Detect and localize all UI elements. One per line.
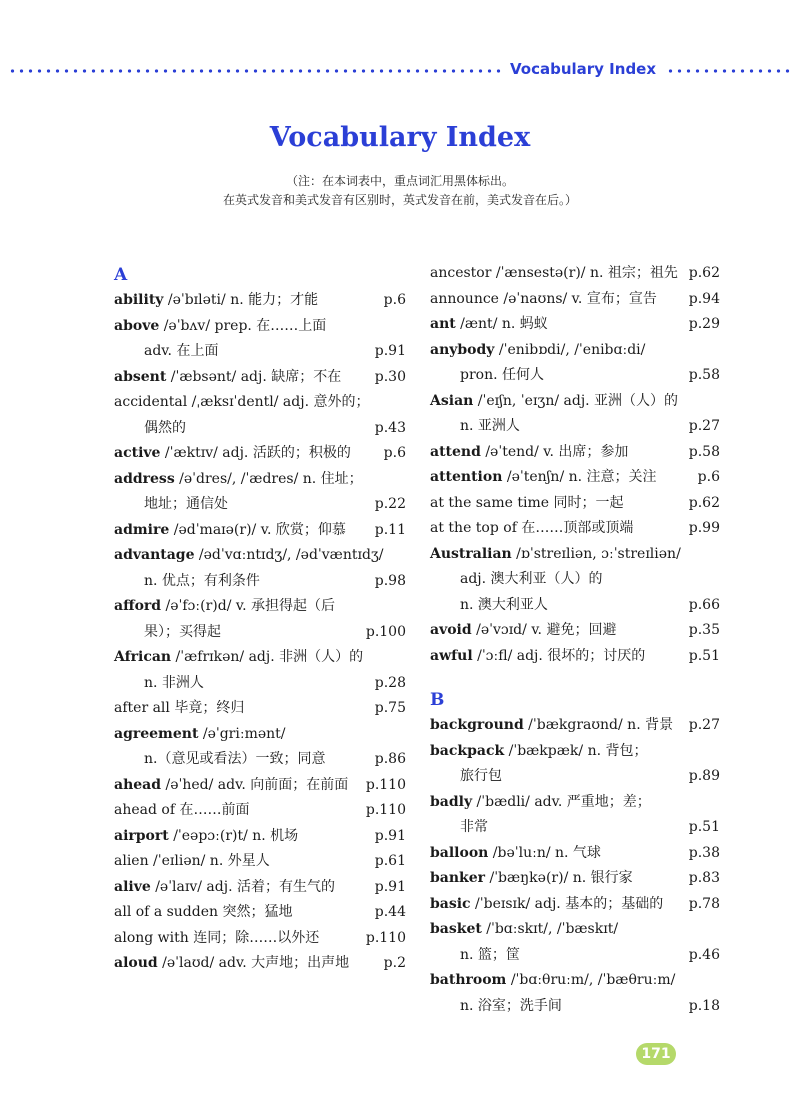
entry-definition: pron. 任何人 [460, 367, 544, 383]
vocab-entry-line [430, 389, 720, 415]
entry-definition: /ˈæktɪv/ adj. 活跃的；积极的 [160, 445, 351, 461]
entry-definition: n. 浴室；洗手间 [460, 997, 562, 1014]
entry-definition: adv. 在上面 [144, 343, 219, 359]
entry-page-ref: p.78 [688, 895, 720, 912]
right-column [430, 261, 720, 1019]
entry-headword: awful [430, 647, 473, 664]
entry-page-ref: p.89 [688, 768, 720, 784]
vocab-entry-line [114, 696, 406, 722]
entry-page-ref: p.58 [688, 367, 720, 383]
entry-definition: /ˈɔːfl/ adj. 很坏的；讨厌的 [472, 647, 646, 664]
entry-definition: /ˈbækgraʊnd/ n. 背景 [523, 717, 674, 733]
entry-definition: /ədˈmaɪə(r)/ v. 欣赏；仰慕 [169, 521, 346, 538]
entry-headword: basic [430, 895, 471, 912]
entry-definition: /əˈbɪləti/ n. 能力；才能 [163, 292, 319, 308]
entry-definition: /bəˈluːn/ n. 气球 [488, 844, 601, 861]
entry-page-ref: p.44 [374, 904, 406, 920]
vocab-entry-line [114, 492, 406, 518]
entry-headword: above [114, 317, 160, 334]
vocab-entry-line [114, 594, 406, 620]
vocab-entry-line [114, 416, 406, 442]
right-a-entry-list [430, 261, 720, 669]
entry-definition: /əˈbʌv/ prep. 在……上面 [159, 317, 327, 334]
entry-definition: /ˈæfrɪkən/ adj. 非洲（人）的 [171, 649, 364, 665]
entry-headword: banker [430, 870, 486, 886]
entry-definition: /ˈbɑːskɪt/, /ˈbæskɪt/ [481, 921, 619, 937]
entry-page-ref: p.30 [374, 368, 406, 385]
vocab-entry-line [430, 465, 720, 491]
vocab-entry-line [430, 994, 720, 1020]
entry-definition: /ænt/ n. 蚂蚁 [455, 316, 548, 332]
entry-headword: backpack [430, 742, 505, 759]
entry-definition: n. 篮；筐 [460, 946, 520, 963]
entry-page-ref: p.62 [688, 265, 720, 281]
entry-definition: n. 优点；有利条件 [144, 572, 260, 589]
entry-page-ref: p.51 [688, 647, 720, 664]
entry-definition: /əˈdres/, /ˈædres/ n. 住址； [174, 470, 363, 487]
entry-page-ref: p.38 [688, 844, 720, 861]
entry-page-ref: p.86 [374, 751, 406, 767]
entry-headword: African [114, 649, 172, 665]
vocab-entry-line [430, 593, 720, 619]
entry-page-ref: p.83 [688, 870, 720, 886]
vocab-entry-line [430, 892, 720, 918]
entry-page-ref: p.110 [365, 802, 406, 818]
vocab-entry-line [114, 722, 406, 748]
vocab-entry-line [430, 815, 720, 841]
entry-headword: basket [430, 921, 482, 937]
entry-headword: Australian [430, 545, 512, 562]
note-line-2: 在英式发音和美式发音有区别时，英式发音在前，美式发音在后。） [222, 193, 577, 207]
header-dots-left [8, 68, 502, 74]
entry-headword: ahead [114, 776, 162, 793]
entry-definition: announce /əˈnaʊns/ v. 宣布；宣告 [430, 290, 657, 307]
entry-page-ref: p.100 [365, 623, 406, 640]
left-column [114, 262, 406, 977]
entry-definition: /ˈbɑːθruːm/, /ˈbæθruːm/ [506, 972, 676, 988]
entry-headword: agreement [114, 725, 199, 742]
entry-page-ref: p.18 [688, 997, 720, 1014]
vocab-entry-line [114, 900, 406, 926]
entry-definition: /ədˈvɑːntɪdʒ/, /ədˈvæntɪdʒ/ [194, 547, 384, 563]
vocab-entry-line [114, 926, 406, 952]
entry-definition: ahead of 在……前面 [114, 802, 250, 818]
vocab-entry-line [114, 339, 406, 365]
entry-definition: /əˈvɔɪd/ v. 避免；回避 [471, 622, 617, 638]
vocab-entry-line [430, 866, 720, 892]
vocab-entry-line [430, 739, 720, 765]
page-number-badge: 171 [636, 1043, 676, 1065]
entry-page-ref: p.43 [374, 419, 406, 436]
entry-definition: /əˈlaɪv/ adj. 活着；有生气的 [150, 878, 335, 895]
vocab-entry-line [430, 713, 720, 739]
entry-page-ref: p.6 [383, 292, 406, 308]
entry-page-ref: p.94 [688, 290, 720, 307]
entry-definition: /əˈtenʃn/ n. 注意；关注 [502, 469, 657, 485]
running-header-title: Vocabulary Index [510, 60, 657, 78]
vocab-entry-line [114, 849, 406, 875]
entry-headword: anybody [430, 341, 495, 358]
entry-page-ref: p.75 [374, 700, 406, 716]
entry-headword: bathroom [430, 972, 507, 988]
entry-definition: /ˈbeɪsɪk/ adj. 基本的；基础的 [470, 895, 664, 912]
entry-definition: alien /ˈeɪliən/ n. 外星人 [114, 853, 270, 869]
entry-definition: 偶然的 [144, 419, 186, 436]
entry-headword: ability [114, 292, 164, 308]
entry-headword: ant [430, 316, 456, 332]
entry-page-ref: p.35 [688, 622, 720, 638]
vocab-entry-line [114, 951, 406, 977]
vocab-entry-line [430, 287, 720, 313]
entry-headword: background [430, 717, 524, 733]
section-letter-a: A [114, 265, 128, 285]
entry-definition: /ˈeɪʃn, ˈeɪʒn/ adj. 亚洲（人）的 [473, 392, 679, 409]
section-letter-b: B [430, 690, 445, 710]
entry-page-ref: p.98 [374, 572, 406, 589]
vocab-entry-line [430, 764, 720, 790]
vocab-entry-line [430, 414, 720, 440]
entry-headword: airport [114, 827, 169, 844]
entry-page-ref: p.2 [383, 955, 406, 971]
entry-definition: /ˈæbsənt/ adj. 缺席；不在 [166, 368, 342, 385]
entry-definition: at the top of 在……顶部或顶端 [430, 520, 634, 536]
vocab-entry-line [430, 917, 720, 943]
entry-page-ref: p.6 [383, 445, 406, 461]
entry-page-ref: p.110 [365, 776, 406, 793]
entry-definition: /əˈgriːmənt/ [198, 725, 286, 742]
header-dots-right [666, 68, 792, 74]
running-header [0, 58, 800, 84]
entry-definition: 地址；通信处 [144, 496, 228, 512]
entry-headword: avoid [430, 622, 472, 638]
entry-definition: 旅行包 [460, 768, 502, 784]
vocab-entry-line [114, 875, 406, 901]
entry-page-ref: p.66 [688, 596, 720, 613]
entry-headword: Asian [430, 392, 474, 409]
vocab-entry-line [430, 516, 720, 542]
page-title: Vocabulary Index [269, 122, 531, 153]
entry-definition: accidental /ˌæksɪˈdentl/ adj. 意外的； [114, 394, 370, 410]
right-b-entry-list [430, 713, 720, 1019]
vocab-entry-line [114, 569, 406, 595]
vocab-entry-line [430, 491, 720, 517]
vocab-entry-line [430, 644, 720, 670]
vocab-entry-line [114, 747, 406, 773]
entry-definition: n. 亚洲人 [460, 418, 520, 434]
entry-page-ref: p.46 [688, 946, 720, 963]
entry-page-ref: p.51 [688, 819, 720, 835]
entry-headword: balloon [430, 844, 489, 861]
entry-page-ref: p.27 [688, 418, 720, 434]
entry-definition: after all 毕竟；终归 [114, 700, 245, 716]
entry-page-ref: p.61 [374, 853, 406, 869]
vocab-entry-line [114, 645, 406, 671]
entry-definition: /ˈbækpæk/ n. 背包； [504, 742, 648, 759]
note-line-1: （注：在本词表中，重点词汇用黑体标出。 [285, 174, 514, 188]
entry-headword: badly [430, 793, 473, 810]
entry-definition: /ˈbæŋkə(r)/ n. 银行家 [485, 870, 633, 886]
vocab-entry-line [114, 620, 406, 646]
entry-headword: address [114, 470, 175, 487]
vocab-entry-line [430, 567, 720, 593]
entry-page-ref: p.91 [374, 827, 406, 844]
vocab-entry-line [430, 968, 720, 994]
entry-definition: along with 连同；除……以外还 [114, 929, 320, 946]
vocab-entry-line [114, 798, 406, 824]
vocab-entry-line [430, 338, 720, 364]
entry-definition: all of a sudden 突然；猛地 [114, 904, 293, 920]
entry-headword: alive [114, 878, 151, 895]
entry-headword: attention [430, 469, 503, 485]
entry-page-ref: p.91 [374, 878, 406, 895]
vocab-entry-line [114, 314, 406, 340]
vocab-entry-line [430, 363, 720, 389]
entry-definition: n. 非洲人 [144, 674, 204, 691]
vocab-entry-line [430, 841, 720, 867]
entry-definition: at the same time 同时；一起 [430, 494, 624, 511]
entry-page-ref: p.22 [374, 496, 406, 512]
vocab-entry-line [114, 365, 406, 391]
entry-definition: /ˈenibɒdi/, /ˈenibɑːdi/ [494, 341, 646, 358]
entry-page-ref: p.58 [688, 443, 720, 460]
vocab-entry-line [114, 773, 406, 799]
vocab-entry-line [114, 467, 406, 493]
entry-page-ref: p.28 [374, 674, 406, 691]
entry-headword: afford [114, 598, 162, 614]
vocab-entry-line [430, 790, 720, 816]
vocab-entry-line [114, 390, 406, 416]
vocab-entry-line [430, 618, 720, 644]
entry-definition: /əˈfɔː(r)d/ v. 承担得起（后 [161, 598, 336, 614]
vocab-entry-line [430, 440, 720, 466]
entry-definition: ancestor /ˈænsestə(r)/ n. 祖宗；祖先 [430, 265, 678, 281]
entry-headword: aloud [114, 955, 158, 971]
vocab-entry-line [114, 543, 406, 569]
entry-page-ref: p.62 [688, 494, 720, 511]
entry-definition: /əˈhed/ adv. 向前面；在前面 [161, 776, 349, 793]
entry-definition: 果）；买得起 [144, 623, 221, 640]
entry-definition: adj. 澳大利亚（人）的 [460, 571, 603, 587]
vocab-entry-line [430, 261, 720, 287]
entry-headword: admire [114, 521, 170, 538]
entry-definition: /əˈlaʊd/ adv. 大声地；出声地 [157, 955, 350, 971]
entry-page-ref: p.99 [688, 520, 720, 536]
vocab-entry-line [114, 288, 406, 314]
entry-page-ref: p.11 [374, 521, 406, 538]
entry-page-ref: p.27 [688, 717, 720, 733]
vocab-entry-line [114, 671, 406, 697]
vocab-entry-line [430, 943, 720, 969]
entry-page-ref: p.110 [365, 929, 406, 946]
entry-definition: 非常 [460, 819, 488, 835]
entry-definition: /əˈtend/ v. 出席；参加 [480, 443, 629, 460]
section-gap [430, 669, 720, 687]
left-entry-list [114, 288, 406, 977]
entry-headword: active [114, 445, 161, 461]
entry-page-ref: p.6 [697, 469, 720, 485]
entry-headword: advantage [114, 547, 195, 563]
entry-headword: absent [114, 368, 167, 385]
entry-definition: /ˈeəpɔː(r)t/ n. 机场 [168, 827, 299, 844]
entry-definition: n. 澳大利亚人 [460, 596, 548, 613]
entry-definition: /ˈbædli/ adv. 严重地；差； [472, 793, 651, 810]
vocab-entry-line [114, 441, 406, 467]
entry-definition: /ɒˈstreɪliən, ɔːˈstreɪliən/ [511, 545, 681, 562]
entry-headword: attend [430, 443, 481, 460]
vocab-entry-line [430, 542, 720, 568]
vocab-entry-line [114, 824, 406, 850]
entry-definition: n.（意见或看法）一致；同意 [144, 751, 326, 767]
vocab-entry-line [430, 312, 720, 338]
entry-page-ref: p.91 [374, 343, 406, 359]
vocab-entry-line [114, 518, 406, 544]
entry-page-ref: p.29 [688, 316, 720, 332]
